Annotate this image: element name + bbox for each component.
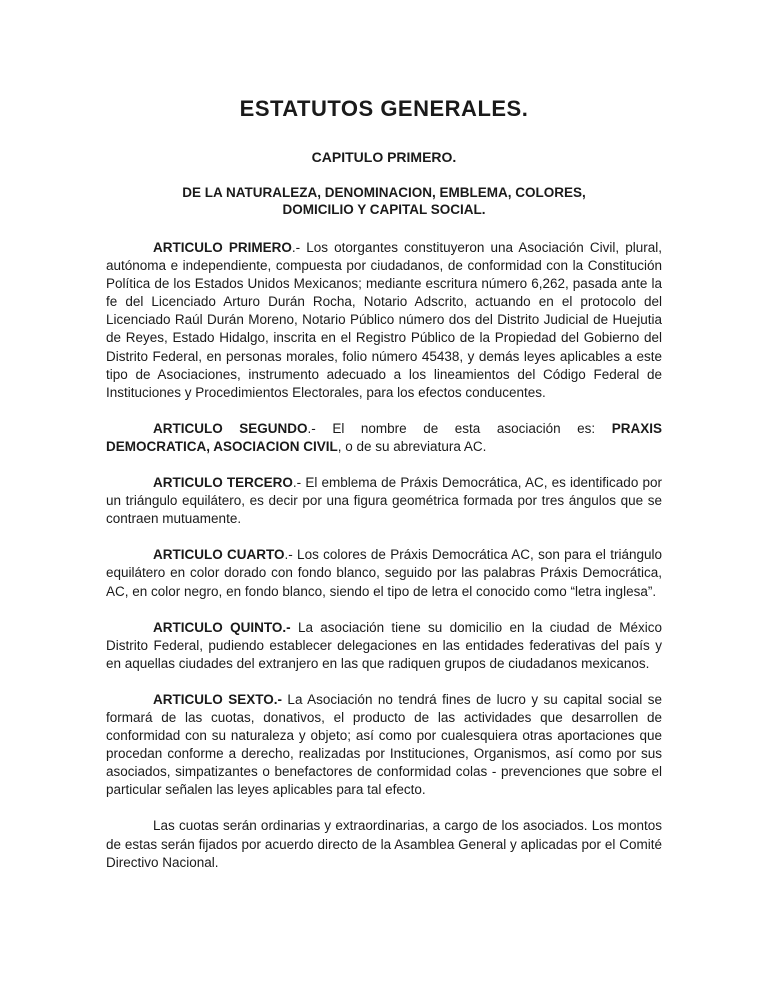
document-title: ESTATUTOS GENERALES. xyxy=(239,96,529,121)
paragraph-text-run: , o de su abreviatura AC. xyxy=(337,438,487,454)
paragraph-text-run: La Asociación no tendrá fines de lucro y su capital social se formará de las cuotas, donativos, el producto de las actividades que desarrollen de conformidad con su naturaleza y objeto; así como por cualesquiera otras aportaciones que procedan conforme a derecho, realizadas por Instituciones, Organismos, así como por sus asociados, simpatizantes o benefactores de conformidad colas - prevenciones que sobre el particular señalen las leyes aplicables para tal efecto. xyxy=(106,691,662,798)
paragraph xyxy=(106,691,662,800)
paragraph-bold-run: ARTICULO QUINTO.- xyxy=(153,619,291,635)
paragraph xyxy=(106,546,662,600)
paragraph xyxy=(106,420,662,456)
paragraph-text-run: .- El emblema de Práxis Democrática, AC, es identificado por un triángulo equilátero, es decir por una figura geométrica formada por tres ángulos que se contraen mutuamente. xyxy=(106,475,662,527)
paragraph-text-run: Las cuotas serán ordinarias y extraordinarias, a cargo de los asociados. Los montos de estas serán fijados por acuerdo directo de la Asamblea General y aplicadas por el Comité Directivo Nacional. xyxy=(106,818,662,870)
paragraph xyxy=(106,619,662,673)
paragraph-text-run: La asociación tiene su domicilio en la ciudad de México Distrito Federal, pudiendo establecer delegaciones en las entidades federativas del país y en aquellas ciudades del extranjero en las que radiquen grupos de ciudadanos mexicanos. xyxy=(106,619,662,671)
section-heading xyxy=(106,184,662,218)
section-heading-line-2: DOMICILIO Y CAPITAL SOCIAL. xyxy=(282,202,486,217)
paragraph-bold-run: ARTICULO PRIMERO xyxy=(153,240,292,255)
paragraph xyxy=(106,474,662,528)
paragraph xyxy=(106,817,662,871)
document-body xyxy=(106,239,662,872)
paragraph-bold-run: ARTICULO SEXTO.- xyxy=(153,691,282,707)
paragraph-text-run: .- El nombre de esta asociación es: xyxy=(307,420,612,436)
paragraph-text-run: .- Los colores de Práxis Democrática AC, son para el triángulo equilátero en color dorado con fondo blanco, seguido por las palabras Práxis Democrática, AC, en color negro, en fondo blanco, siendo el tipo de letra el conocido como “letra inglesa”. xyxy=(106,547,662,599)
paragraph xyxy=(106,239,662,402)
paragraph-bold-run: ARTICULO CUARTO xyxy=(153,547,285,563)
paragraph-text-run: .- Los otorgantes constituyeron una Asociación Civil, plural, autónoma e independiente, compuesta por ciudadanos, de conformidad con la Constitución Política de los Estados Unidos Mexicanos; mediante escritura número 6,262, pasada ante la fe del Licenciado Arturo Durán Rocha, Notario Adscrito, actuando en el protocolo del Licenciado Raúl Durán Moreno, Notario Público número dos del Distrito Judicial de Huejutia de Reyes, Estado Hidalgo, inscrita en el Registro Público de la Propiedad del Gobierno del Distrito Federal, en personas morales, folio número 45438, y demás leyes aplicables a este tipo de Asociaciones, instrumento adecuado a los lineamientos del Código Federal de Instituciones y Procedimientos Electorales, para los efectos conducentes. xyxy=(106,240,662,400)
paragraph-bold-run: PRAXIS DEMOCRATICA, ASOCIACION CIVIL xyxy=(106,420,662,454)
chapter-heading: CAPITULO PRIMERO. xyxy=(311,149,457,165)
paragraph-bold-run: ARTICULO SEGUNDO xyxy=(153,420,308,436)
section-heading-line-1: DE LA NATURALEZA, DENOMINACION, EMBLEMA, COLORES, xyxy=(182,185,586,200)
paragraph-bold-run: ARTICULO TERCERO xyxy=(153,475,293,491)
